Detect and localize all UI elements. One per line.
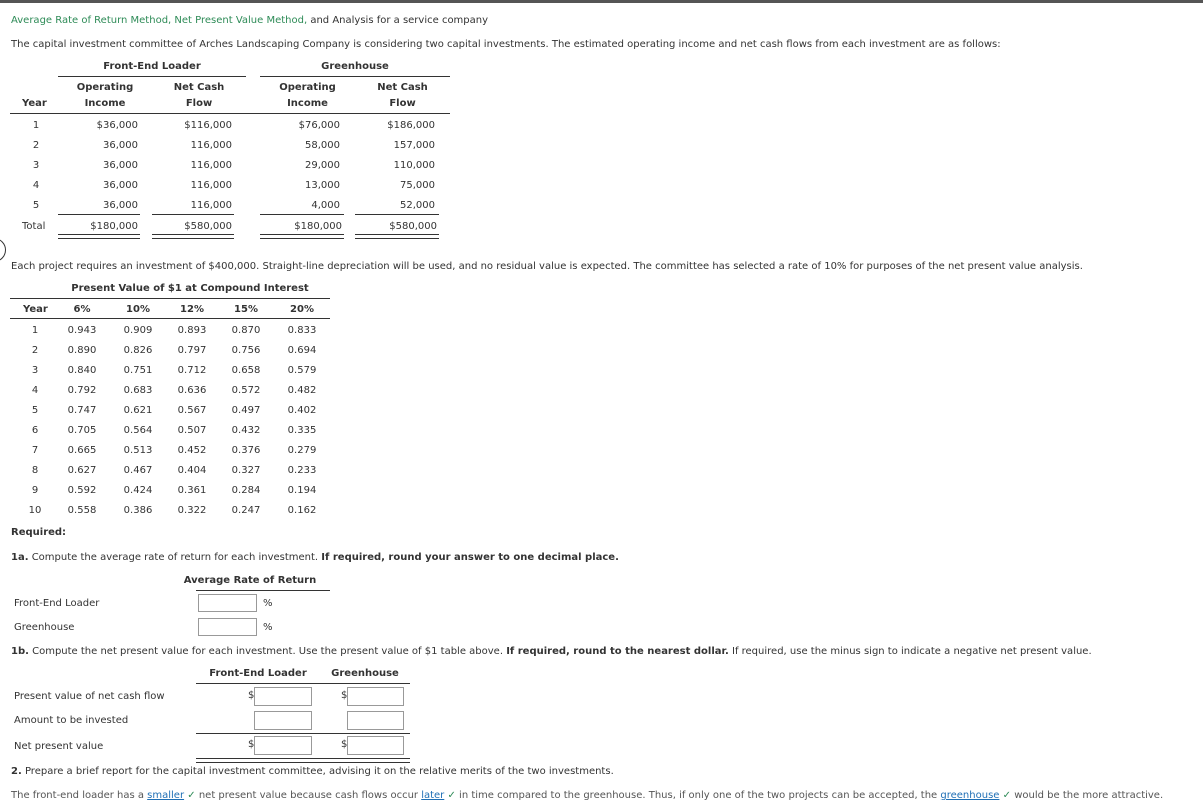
q2-text: Prepare a brief report for the capital investment committee, advising it on the relative merits of the two investments. xyxy=(21,766,614,777)
required-label: Required: xyxy=(11,527,67,538)
pv-row-year: 9 xyxy=(31,485,39,496)
pv-col-year: Year xyxy=(23,304,48,315)
check-icon: ✓ xyxy=(1002,790,1012,801)
q2-s1: The front-end loader has a xyxy=(11,790,148,801)
pv-factor: 0.870 xyxy=(231,325,261,336)
pv-factor: 0.833 xyxy=(287,325,317,336)
q1b-subtotal-line xyxy=(196,733,410,734)
check-icon: ✓ xyxy=(187,790,196,801)
q1a-label-fel: Front-End Loader xyxy=(14,598,100,609)
q1a-unit-gh: % xyxy=(263,622,273,633)
pv-rate-header: 15% xyxy=(234,304,258,315)
q2-select-later[interactable]: later xyxy=(421,790,445,801)
fel-net-cash-flow: 116,000 xyxy=(190,160,232,171)
group-header-front-end-loader: Front-End Loader xyxy=(103,61,201,72)
q1b-text2: If required, use the minus sign to indicate a negative net present value. xyxy=(728,646,1092,657)
q1b-dollar-gh-pv: $ xyxy=(341,690,348,701)
pv-factor: 0.424 xyxy=(123,485,153,496)
q1b-label-pv: Present value of net cash flow xyxy=(14,691,165,702)
pv-factor: 0.683 xyxy=(123,385,153,396)
gh-operating-income: $76,000 xyxy=(298,120,340,131)
pv-factor: 0.247 xyxy=(231,505,261,516)
pv-row-year: 6 xyxy=(31,425,39,436)
pv-row-year: 2 xyxy=(31,345,39,356)
fel-operating-income: 36,000 xyxy=(103,160,138,171)
pv-factor: 0.712 xyxy=(177,365,207,376)
intro-text: The capital investment committee of Arches Landscaping Company is considering two capital investments. The estimated operating income and net cash flows from each investment are as follows: xyxy=(11,39,1001,50)
gh-operating-income: 13,000 xyxy=(305,180,340,191)
q1b-dollar-gh-npv: $ xyxy=(341,739,348,750)
pv-row-year: 1 xyxy=(31,325,39,336)
pv-factor: 0.233 xyxy=(287,465,317,476)
pv-factor: 0.621 xyxy=(123,405,153,416)
q1a-bold: If required, round your answer to one decimal place. xyxy=(321,552,619,563)
pv-factor: 0.627 xyxy=(67,465,97,476)
pv-factor: 0.482 xyxy=(287,385,317,396)
pv-factor: 0.564 xyxy=(123,425,153,436)
pv-factor: 0.658 xyxy=(231,365,261,376)
q1b-total-dbl-line xyxy=(196,758,410,763)
q1b-label-invested: Amount to be invested xyxy=(14,715,129,726)
q1a-unit-fel: % xyxy=(263,598,273,609)
gh-net-cash-flow: 157,000 xyxy=(393,140,435,151)
col-year: Year xyxy=(22,98,47,109)
col-fel-ncf-2: Flow xyxy=(185,98,213,109)
pv-factor: 0.705 xyxy=(67,425,97,436)
col-gh-ncf-2: Flow xyxy=(389,98,416,109)
pv-rate-header: 10% xyxy=(126,304,150,315)
group-underline-fel xyxy=(58,76,246,77)
pv-factor: 0.893 xyxy=(177,325,207,336)
q1b-header-underline xyxy=(196,683,410,684)
col-fel-ncf-1: Net Cash xyxy=(173,82,225,93)
total-label: Total xyxy=(22,221,46,232)
check-icon: ✓ xyxy=(447,790,456,801)
fel-net-cash-flow: 116,000 xyxy=(190,180,232,191)
gh-net-cash-flow: 110,000 xyxy=(393,160,435,171)
pv-factor: 0.467 xyxy=(123,465,153,476)
pv-factor: 0.890 xyxy=(67,345,97,356)
pv-factor: 0.592 xyxy=(67,485,97,496)
pv-factor: 0.567 xyxy=(177,405,207,416)
q2-prefix: 2. xyxy=(11,766,22,777)
pv-factor: 0.694 xyxy=(287,345,317,356)
q1b-dollar-fel-npv: $ xyxy=(248,739,255,750)
q2-s4: would be the more attractive. xyxy=(1011,790,1164,801)
fel-operating-income: $36,000 xyxy=(96,120,138,131)
total-dbl-fel-ncf xyxy=(152,234,234,239)
q1b-instruction xyxy=(11,646,1092,657)
pv-rate-header: 12% xyxy=(180,304,204,315)
q2-s2: net present value because cash flows occur xyxy=(195,790,422,801)
fel-operating-income: 36,000 xyxy=(103,140,138,151)
pv-header-underline xyxy=(10,318,330,319)
pv-factor: 0.497 xyxy=(231,405,261,416)
q1b-dollar-fel-pv: $ xyxy=(248,690,255,701)
pv-table-title: Present Value of $1 at Compound Interest xyxy=(71,283,309,294)
pv-row-year: 7 xyxy=(31,445,39,456)
header-underline xyxy=(10,113,450,114)
pv-factor: 0.572 xyxy=(231,385,261,396)
pv-factor: 0.386 xyxy=(123,505,153,516)
pv-factor: 0.335 xyxy=(287,425,317,436)
total-fel-ncf: $580,000 xyxy=(184,221,232,232)
q1b-col-gh: Greenhouse xyxy=(331,668,399,679)
npv-front-end-loader-input[interactable] xyxy=(254,736,312,755)
arr-greenhouse-input[interactable] xyxy=(198,618,257,636)
pv-factor: 0.327 xyxy=(231,465,261,476)
col-gh-ncf-1: Net Cash xyxy=(377,82,428,93)
q1a-label-gh: Greenhouse xyxy=(14,622,75,633)
pv-factor: 0.432 xyxy=(231,425,261,436)
pv-factor: 0.513 xyxy=(123,445,153,456)
scroll-marker-circle xyxy=(0,238,6,262)
title-subtopic: and Analysis for a service company xyxy=(307,15,489,26)
q2-answer-sentence xyxy=(11,790,1163,801)
title-topic: Average Rate of Return Method, Net Present Value Method, xyxy=(11,15,308,26)
gh-operating-income: 4,000 xyxy=(311,200,340,211)
gh-operating-income: 29,000 xyxy=(305,160,340,171)
pv-factor: 0.665 xyxy=(67,445,97,456)
pv-factor: 0.840 xyxy=(67,365,97,376)
sum-line-fel-op xyxy=(58,214,140,215)
sum-line-gh-ncf xyxy=(355,214,439,215)
row-year: 5 xyxy=(32,200,40,211)
total-fel-op: $180,000 xyxy=(90,221,138,232)
group-underline-gh xyxy=(260,76,450,77)
pv-factor: 0.404 xyxy=(177,465,207,476)
row-year: 2 xyxy=(32,140,40,151)
pv-factor: 0.162 xyxy=(287,505,317,516)
q2-s3: in time compared to the greenhouse. Thus, if only one of the two projects can be accepted, the xyxy=(455,790,941,801)
pv-row-year: 4 xyxy=(31,385,39,396)
q1b-prefix: 1b. xyxy=(11,646,29,657)
q1b-col-fel: Front-End Loader xyxy=(209,668,307,679)
pv-factor: 0.943 xyxy=(67,325,97,336)
fel-net-cash-flow: 116,000 xyxy=(190,140,232,151)
q1a-header-underline xyxy=(196,590,330,591)
q1a-text: Compute the average rate of return for each investment. xyxy=(28,552,322,563)
q1b-bold: If required, round to the nearest dollar. xyxy=(506,646,729,657)
pv-row-year: 3 xyxy=(31,365,39,376)
invested-greenhouse-input[interactable] xyxy=(347,711,404,730)
pv-factor: 0.792 xyxy=(67,385,97,396)
total-dbl-gh-ncf xyxy=(355,234,439,239)
col-fel-op-2: Income xyxy=(84,98,126,109)
total-dbl-gh-op xyxy=(260,234,344,239)
row-year: 3 xyxy=(32,160,40,171)
pv-factor: 0.751 xyxy=(123,365,153,376)
group-header-greenhouse: Greenhouse xyxy=(321,61,389,72)
gh-operating-income: 58,000 xyxy=(305,140,340,151)
project-note: Each project requires an investment of $400,000. Straight-line depreciation will be used, and no residual value is expected. The committee has selected a rate of 10% for purposes of the net present value analysis. xyxy=(11,261,1083,272)
pv-factor: 0.376 xyxy=(231,445,261,456)
pv-row-year: 5 xyxy=(31,405,39,416)
col-gh-op-2: Income xyxy=(287,98,328,109)
pv-factor: 0.194 xyxy=(287,485,317,496)
invested-front-end-loader-input[interactable] xyxy=(254,711,312,730)
pv-factor: 0.558 xyxy=(67,505,97,516)
pv-factor: 0.402 xyxy=(287,405,317,416)
pv-factor: 0.452 xyxy=(177,445,207,456)
q1b-text: Compute the net present value for each investment. Use the present value of $1 table above. xyxy=(28,646,507,657)
q2-select-greenhouse[interactable]: greenhouse xyxy=(940,790,1000,801)
pv-factor: 0.747 xyxy=(67,405,97,416)
total-gh-op: $180,000 xyxy=(294,221,342,232)
pv-factor: 0.322 xyxy=(177,505,207,516)
pv-factor: 0.797 xyxy=(177,345,207,356)
pv-factor: 0.507 xyxy=(177,425,207,436)
arr-front-end-loader-input[interactable] xyxy=(198,594,257,612)
pv-title-underline xyxy=(10,298,330,299)
q1a-prefix: 1a. xyxy=(11,552,29,563)
pv-rate-header: 6% xyxy=(73,304,91,315)
fel-net-cash-flow: 116,000 xyxy=(190,200,232,211)
row-year: 4 xyxy=(32,180,40,191)
npv-greenhouse-input[interactable] xyxy=(347,736,404,755)
gh-net-cash-flow: $186,000 xyxy=(387,120,435,131)
pv-row-year: 10 xyxy=(28,505,42,516)
q1a-table-header: Average Rate of Return xyxy=(183,575,317,586)
pv-factor: 0.284 xyxy=(231,485,261,496)
pv-rate-header: 20% xyxy=(290,304,314,315)
gh-net-cash-flow: 75,000 xyxy=(400,180,435,191)
sum-line-fel-ncf xyxy=(152,214,234,215)
pv-factor: 0.579 xyxy=(287,365,317,376)
pv-factor: 0.756 xyxy=(231,345,261,356)
q1a-instruction xyxy=(11,552,619,563)
q1b-label-npv: Net present value xyxy=(14,741,104,752)
top-bar xyxy=(0,0,1203,3)
row-year: 1 xyxy=(32,120,40,131)
pv-factor: 0.361 xyxy=(177,485,207,496)
fel-operating-income: 36,000 xyxy=(103,200,138,211)
sum-line-gh-op xyxy=(260,214,344,215)
gh-net-cash-flow: 52,000 xyxy=(400,200,435,211)
total-dbl-fel-op xyxy=(58,234,140,239)
pv-greenhouse-input[interactable] xyxy=(347,687,404,706)
col-gh-op-1: Operating xyxy=(279,82,336,93)
pv-factor: 0.826 xyxy=(123,345,153,356)
q2-select-smaller[interactable]: smaller xyxy=(147,790,185,801)
page-title xyxy=(11,15,488,26)
fel-net-cash-flow: $116,000 xyxy=(184,120,232,131)
pv-factor: 0.909 xyxy=(123,325,153,336)
pv-front-end-loader-input[interactable] xyxy=(254,687,312,706)
col-fel-op-1: Operating xyxy=(76,82,134,93)
q2-instruction xyxy=(11,766,614,777)
pv-factor: 0.279 xyxy=(287,445,317,456)
fel-operating-income: 36,000 xyxy=(103,180,138,191)
pv-factor: 0.636 xyxy=(177,385,207,396)
pv-row-year: 8 xyxy=(31,465,39,476)
total-gh-ncf: $580,000 xyxy=(389,221,437,232)
